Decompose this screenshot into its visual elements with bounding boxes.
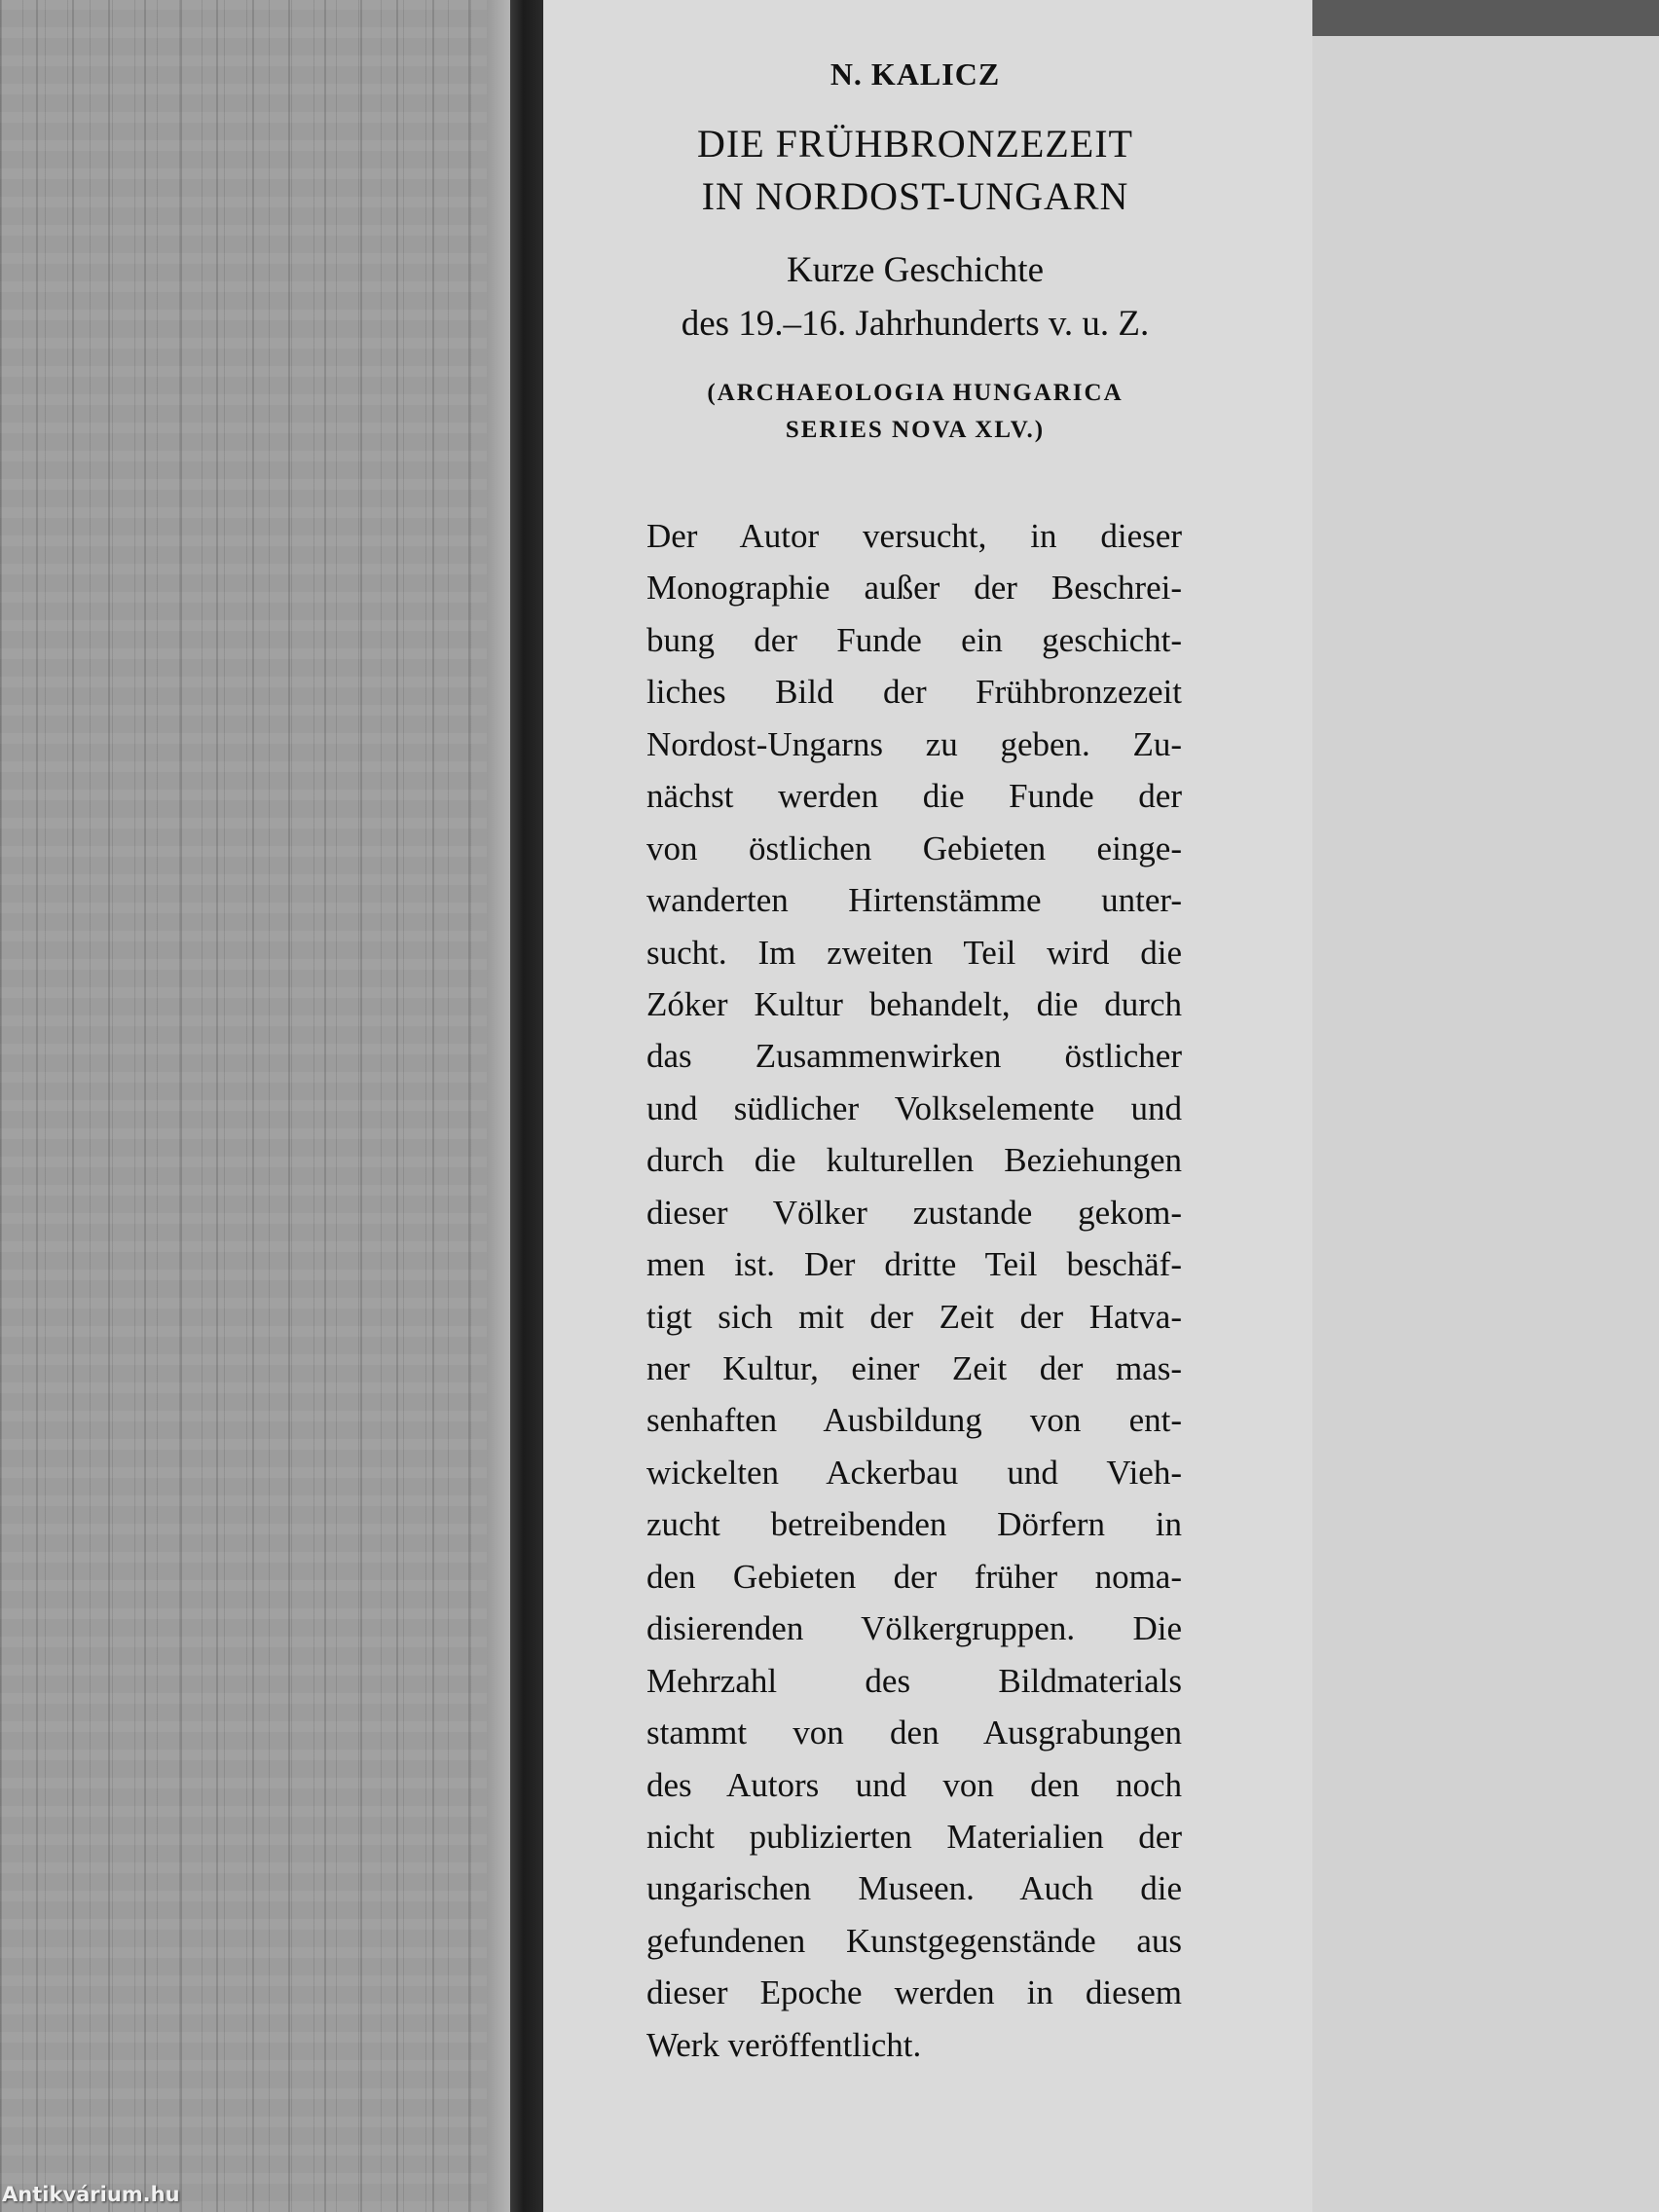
background-page bbox=[1312, 0, 1659, 2212]
text-line: ungarischen Museen. Auch die bbox=[646, 1869, 1182, 1908]
subtitle-line: Kurze Geschichte bbox=[786, 250, 1044, 290]
text-line: disierenden Völkergruppen. Die bbox=[646, 1609, 1182, 1648]
description-paragraph bbox=[646, 510, 1182, 2071]
text-line: nächst werden die Funde der bbox=[646, 777, 1182, 816]
text-line: Zóker Kultur behandelt, die durch bbox=[646, 984, 1182, 1023]
dark-top-strip bbox=[1312, 0, 1659, 36]
book-spine bbox=[510, 0, 543, 2212]
series-line: SERIES NOVA XLV.) bbox=[785, 417, 1046, 443]
text-line: zucht betreibenden Dörfern in bbox=[646, 1505, 1182, 1544]
text-line: Mehrzahl des Bildmaterials bbox=[646, 1661, 1182, 1700]
text-line: ner Kultur, einer Zeit der mas- bbox=[646, 1349, 1182, 1387]
text-line: gefundenen Kunstgegenstände aus bbox=[646, 1921, 1182, 1960]
text-line: Der Autor versucht, in dieser bbox=[646, 517, 1182, 555]
text-line: dieser Völker zustande gekom- bbox=[646, 1193, 1182, 1232]
text-line: Nordost-Ungarns zu geben. Zu- bbox=[646, 724, 1182, 763]
text-line: bung der Funde ein geschicht- bbox=[646, 620, 1182, 659]
author-name: N. KALICZ bbox=[830, 56, 1001, 92]
text-line: Werk veröffentlicht. bbox=[646, 2025, 922, 2064]
text-line: wickelten Ackerbau und Vieh- bbox=[646, 1453, 1182, 1492]
watermark: Antikvárium.hu bbox=[2, 2183, 180, 2206]
series-line: (ARCHAEOLOGIA HUNGARICA bbox=[707, 380, 1124, 406]
text-line: den Gebieten der früher noma- bbox=[646, 1557, 1182, 1596]
text-line: sucht. Im zweiten Teil wird die bbox=[646, 933, 1182, 972]
text-line: des Autors und von den noch bbox=[646, 1765, 1182, 1804]
text-line: wanderten Hirtenstämme unter- bbox=[646, 881, 1182, 920]
text-line: stammt von den Ausgrabungen bbox=[646, 1714, 1182, 1752]
text-line: liches Bild der Frühbronzezeit bbox=[646, 673, 1182, 712]
cover-edge bbox=[487, 0, 510, 2212]
text-line: tigt sich mit der Zeit der Hatva- bbox=[646, 1297, 1182, 1336]
book-cover-board bbox=[0, 0, 510, 2212]
text-line: das Zusammenwirken östlicher bbox=[646, 1037, 1182, 1076]
book-title-line: IN NORDOST-UNGARN bbox=[701, 174, 1129, 218]
text-line: und südlicher Volkselemente und bbox=[646, 1088, 1182, 1127]
text-line: men ist. Der dritte Teil beschäf- bbox=[646, 1245, 1182, 1284]
text-line: von östlichen Gebieten einge- bbox=[646, 829, 1182, 867]
text-line: Monographie außer der Beschrei- bbox=[646, 569, 1182, 608]
text-line: dieser Epoche werden in diesem bbox=[646, 1973, 1182, 2012]
text-line: durch die kulturellen Beziehungen bbox=[646, 1141, 1182, 1180]
book-title-line: DIE FRÜHBRONZEZEIT bbox=[697, 122, 1133, 166]
subtitle-line: des 19.–16. Jahrhunderts v. u. Z. bbox=[681, 304, 1150, 344]
text-line: senhaften Ausbildung von ent- bbox=[646, 1401, 1182, 1440]
text-line: nicht publizierten Materialien der bbox=[646, 1817, 1182, 1856]
